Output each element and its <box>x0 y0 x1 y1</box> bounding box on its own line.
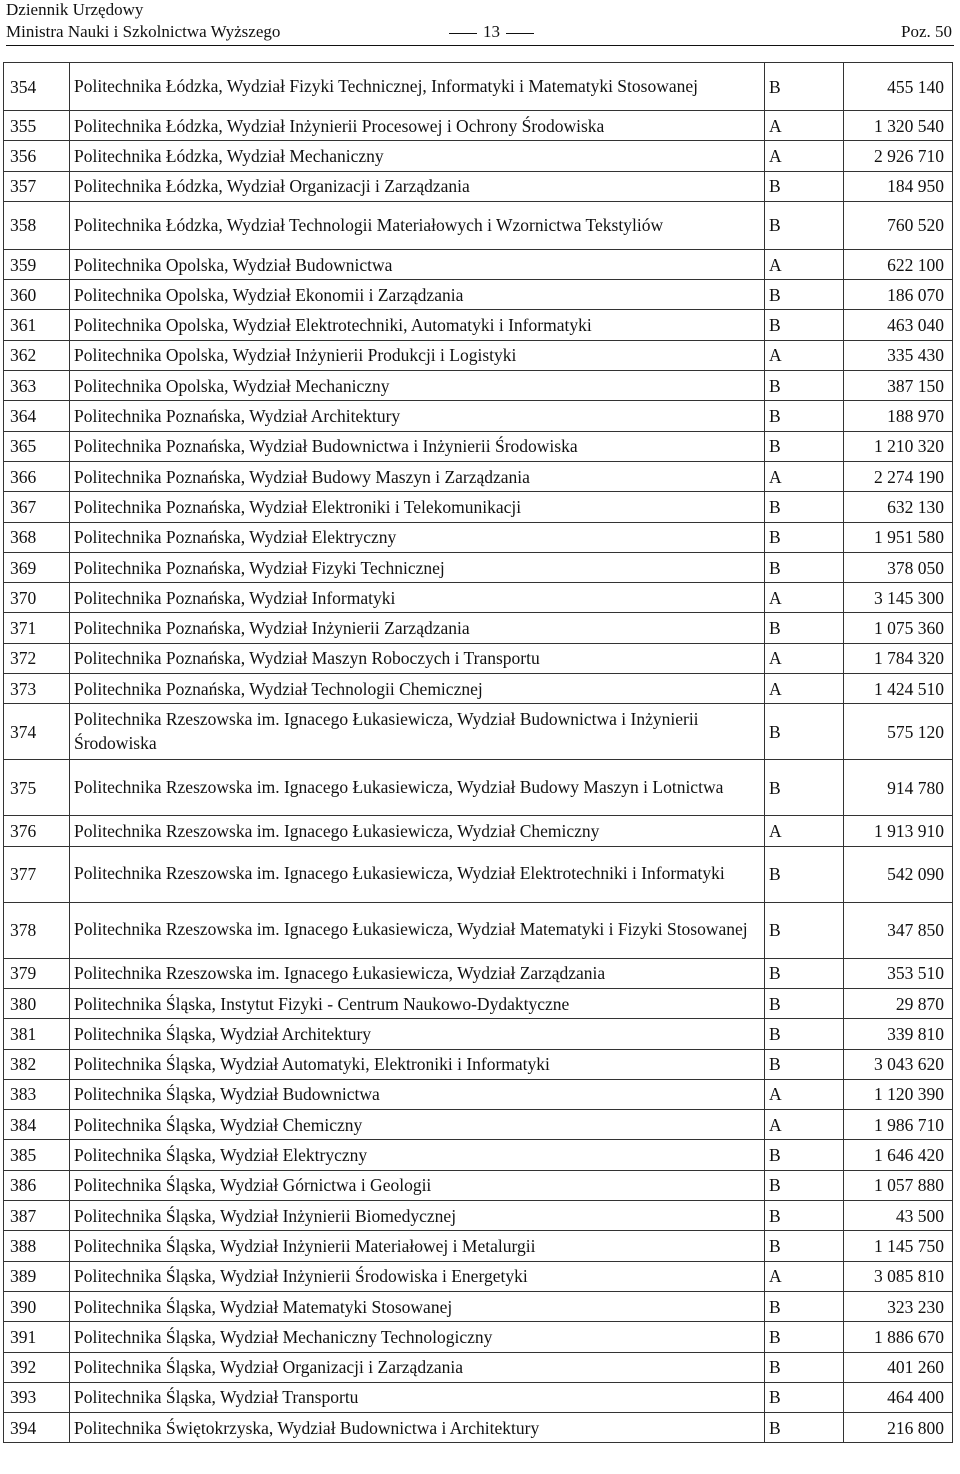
row-category: B <box>765 1413 844 1443</box>
row-institution-name: Politechnika Śląska, Wydział Inżynierii Środowiska i Energetyki <box>70 1261 765 1291</box>
row-number: 377 <box>4 846 70 902</box>
table-row <box>4 171 953 201</box>
row-category: B <box>765 1382 844 1412</box>
row-amount: 463 040 <box>844 310 953 340</box>
row-amount: 575 120 <box>844 704 953 760</box>
row-category: B <box>765 1049 844 1079</box>
row-number: 356 <box>4 141 70 171</box>
position-number: Poz. 50 <box>901 22 952 41</box>
row-category: A <box>765 1261 844 1291</box>
row-number: 362 <box>4 340 70 370</box>
row-amount: 914 780 <box>844 760 953 816</box>
row-category: A <box>765 111 844 141</box>
row-amount: 1 120 390 <box>844 1079 953 1109</box>
table-row <box>4 674 953 704</box>
row-institution-name: Politechnika Śląska, Wydział Inżynierii Materiałowej i Metalurgii <box>70 1231 765 1261</box>
row-institution-name: Politechnika Rzeszowska im. Ignacego Łukasiewicza, Wydział Chemiczny <box>70 816 765 846</box>
row-institution-name: Politechnika Rzeszowska im. Ignacego Łukasiewicza, Wydział Budownictwa i Inżynierii Środowiska <box>70 704 765 760</box>
row-number: 387 <box>4 1201 70 1231</box>
row-category: B <box>765 1322 844 1352</box>
row-institution-name: Politechnika Śląska, Wydział Transportu <box>70 1382 765 1412</box>
row-amount: 339 810 <box>844 1019 953 1049</box>
table-row <box>4 1352 953 1382</box>
row-number: 366 <box>4 461 70 491</box>
row-number: 374 <box>4 704 70 760</box>
row-category: B <box>765 1201 844 1231</box>
table-row <box>4 1019 953 1049</box>
row-category: B <box>765 310 844 340</box>
table-row <box>4 846 953 902</box>
row-institution-name: Politechnika Poznańska, Wydział Fizyki Technicznej <box>70 552 765 582</box>
row-institution-name: Politechnika Opolska, Wydział Mechaniczny <box>70 371 765 401</box>
row-amount: 1 424 510 <box>844 674 953 704</box>
row-category: A <box>765 141 844 171</box>
row-number: 365 <box>4 431 70 461</box>
row-institution-name: Politechnika Poznańska, Wydział Budownictwa i Inżynierii Środowiska <box>70 431 765 461</box>
row-amount: 188 970 <box>844 401 953 431</box>
row-number: 355 <box>4 111 70 141</box>
table-row <box>4 902 953 958</box>
row-institution-name: Politechnika Opolska, Wydział Elektrotechniki, Automatyki i Informatyki <box>70 310 765 340</box>
row-category: B <box>765 1291 844 1321</box>
row-amount: 1 913 910 <box>844 816 953 846</box>
row-amount: 378 050 <box>844 552 953 582</box>
row-number: 372 <box>4 643 70 673</box>
row-institution-name: Politechnika Łódzka, Wydział Inżynierii Procesowej i Ochrony Środowiska <box>70 111 765 141</box>
table-row <box>4 522 953 552</box>
row-number: 360 <box>4 280 70 310</box>
table-row <box>4 1110 953 1140</box>
row-number: 391 <box>4 1322 70 1352</box>
row-amount: 353 510 <box>844 958 953 988</box>
row-category: B <box>765 1019 844 1049</box>
table-row <box>4 1291 953 1321</box>
row-institution-name: Politechnika Śląska, Wydział Matematyki Stosowanej <box>70 1291 765 1321</box>
row-amount: 1 951 580 <box>844 522 953 552</box>
table-row <box>4 988 953 1018</box>
row-amount: 335 430 <box>844 340 953 370</box>
table-row <box>4 280 953 310</box>
row-category: A <box>765 1079 844 1109</box>
row-category: A <box>765 1110 844 1140</box>
row-category: B <box>765 704 844 760</box>
table-row <box>4 1413 953 1443</box>
row-amount: 387 150 <box>844 371 953 401</box>
table-row <box>4 63 953 111</box>
table-row <box>4 760 953 816</box>
row-amount: 3 043 620 <box>844 1049 953 1079</box>
row-institution-name: Politechnika Poznańska, Wydział Inżynierii Zarządzania <box>70 613 765 643</box>
institutions-table <box>3 62 953 1443</box>
row-institution-name: Politechnika Opolska, Wydział Ekonomii i Zarządzania <box>70 280 765 310</box>
row-number: 367 <box>4 492 70 522</box>
row-number: 364 <box>4 401 70 431</box>
row-institution-name: Politechnika Świętokrzyska, Wydział Budownictwa i Architektury <box>70 1413 765 1443</box>
row-amount: 455 140 <box>844 63 953 111</box>
row-category: B <box>765 431 844 461</box>
row-institution-name: Politechnika Śląska, Wydział Mechaniczny Technologiczny <box>70 1322 765 1352</box>
row-category: A <box>765 643 844 673</box>
row-number: 386 <box>4 1170 70 1200</box>
row-category: B <box>765 552 844 582</box>
row-amount: 2 926 710 <box>844 141 953 171</box>
row-institution-name: Politechnika Poznańska, Wydział Elektroniki i Telekomunikacji <box>70 492 765 522</box>
table-row <box>4 1261 953 1291</box>
row-category: B <box>765 1170 844 1200</box>
row-category: B <box>765 902 844 958</box>
row-number: 390 <box>4 1291 70 1321</box>
row-number: 354 <box>4 63 70 111</box>
table-row <box>4 371 953 401</box>
row-number: 379 <box>4 958 70 988</box>
table-row <box>4 552 953 582</box>
row-institution-name: Politechnika Śląska, Wydział Architektury <box>70 1019 765 1049</box>
row-category: A <box>765 461 844 491</box>
row-category: B <box>765 1231 844 1261</box>
row-amount: 622 100 <box>844 249 953 279</box>
row-institution-name: Politechnika Rzeszowska im. Ignacego Łukasiewicza, Wydział Zarządzania <box>70 958 765 988</box>
row-number: 380 <box>4 988 70 1018</box>
row-amount: 1 784 320 <box>844 643 953 673</box>
table-body <box>4 63 953 1443</box>
row-amount: 3 145 300 <box>844 583 953 613</box>
table-row <box>4 111 953 141</box>
row-institution-name: Politechnika Śląska, Wydział Inżynierii Biomedycznej <box>70 1201 765 1231</box>
row-institution-name: Politechnika Rzeszowska im. Ignacego Łukasiewicza, Wydział Budowy Maszyn i Lotnictwa <box>70 760 765 816</box>
row-institution-name: Politechnika Śląska, Instytut Fizyki - Centrum Naukowo-Dydaktyczne <box>70 988 765 1018</box>
row-amount: 186 070 <box>844 280 953 310</box>
row-number: 392 <box>4 1352 70 1382</box>
row-institution-name: Politechnika Śląska, Wydział Budownictwa <box>70 1079 765 1109</box>
ministry-name: Ministra Nauki i Szkolnictwa Wyższego <box>6 22 281 41</box>
row-institution-name: Politechnika Śląska, Wydział Chemiczny <box>70 1110 765 1140</box>
row-number: 375 <box>4 760 70 816</box>
table-row <box>4 431 953 461</box>
row-institution-name: Politechnika Łódzka, Wydział Technologii Materiałowych i Wzornictwa Tekstyliów <box>70 201 765 249</box>
row-institution-name: Politechnika Poznańska, Wydział Maszyn Roboczych i Transportu <box>70 643 765 673</box>
table-row <box>4 1049 953 1079</box>
row-number: 388 <box>4 1231 70 1261</box>
row-amount: 3 085 810 <box>844 1261 953 1291</box>
table-row <box>4 1322 953 1352</box>
row-institution-name: Politechnika Opolska, Wydział Budownictwa <box>70 249 765 279</box>
row-amount: 43 500 <box>844 1201 953 1231</box>
row-category: B <box>765 201 844 249</box>
table-row <box>4 1201 953 1231</box>
row-number: 357 <box>4 171 70 201</box>
table-row <box>4 141 953 171</box>
row-category: A <box>765 583 844 613</box>
row-amount: 1 646 420 <box>844 1140 953 1170</box>
row-category: B <box>765 1352 844 1382</box>
row-institution-name: Politechnika Śląska, Wydział Elektryczny <box>70 1140 765 1170</box>
row-amount: 1 986 710 <box>844 1110 953 1140</box>
table-row <box>4 643 953 673</box>
table-row <box>4 1079 953 1109</box>
row-category: B <box>765 63 844 111</box>
row-institution-name: Politechnika Łódzka, Wydział Organizacji i Zarządzania <box>70 171 765 201</box>
row-amount: 760 520 <box>844 201 953 249</box>
row-institution-name: Politechnika Poznańska, Wydział Informatyki <box>70 583 765 613</box>
row-institution-name: Politechnika Łódzka, Wydział Mechaniczny <box>70 141 765 171</box>
row-number: 358 <box>4 201 70 249</box>
table-row <box>4 704 953 760</box>
table-row <box>4 583 953 613</box>
row-amount: 1 145 750 <box>844 1231 953 1261</box>
table-row <box>4 1140 953 1170</box>
row-institution-name: Politechnika Śląska, Wydział Automatyki, Elektroniki i Informatyki <box>70 1049 765 1079</box>
page-number: 13 <box>443 22 540 42</box>
row-amount: 1 057 880 <box>844 1170 953 1200</box>
row-number: 393 <box>4 1382 70 1412</box>
table-row <box>4 310 953 340</box>
row-amount: 464 400 <box>844 1382 953 1412</box>
row-category: B <box>765 492 844 522</box>
row-category: A <box>765 816 844 846</box>
table-row <box>4 249 953 279</box>
table-row <box>4 1170 953 1200</box>
row-category: A <box>765 674 844 704</box>
row-number: 369 <box>4 552 70 582</box>
row-category: A <box>765 340 844 370</box>
row-number: 370 <box>4 583 70 613</box>
row-number: 361 <box>4 310 70 340</box>
row-amount: 347 850 <box>844 902 953 958</box>
row-amount: 1 075 360 <box>844 613 953 643</box>
row-number: 368 <box>4 522 70 552</box>
row-number: 383 <box>4 1079 70 1109</box>
row-institution-name: Politechnika Poznańska, Wydział Technologii Chemicznej <box>70 674 765 704</box>
row-category: B <box>765 958 844 988</box>
row-number: 385 <box>4 1140 70 1170</box>
row-category: B <box>765 280 844 310</box>
row-amount: 323 230 <box>844 1291 953 1321</box>
row-institution-name: Politechnika Śląska, Wydział Górnictwa i Geologii <box>70 1170 765 1200</box>
row-number: 394 <box>4 1413 70 1443</box>
header-rule <box>6 45 954 46</box>
row-number: 384 <box>4 1110 70 1140</box>
row-amount: 1 210 320 <box>844 431 953 461</box>
row-category: B <box>765 371 844 401</box>
row-institution-name: Politechnika Rzeszowska im. Ignacego Łukasiewicza, Wydział Elektrotechniki i Informatyki <box>70 846 765 902</box>
row-number: 371 <box>4 613 70 643</box>
row-number: 381 <box>4 1019 70 1049</box>
row-institution-name: Politechnika Poznańska, Wydział Budowy Maszyn i Zarządzania <box>70 461 765 491</box>
row-amount: 401 260 <box>844 1352 953 1382</box>
table-row <box>4 958 953 988</box>
row-institution-name: Politechnika Śląska, Wydział Organizacji i Zarządzania <box>70 1352 765 1382</box>
row-amount: 29 870 <box>844 988 953 1018</box>
row-category: B <box>765 1140 844 1170</box>
table-row <box>4 401 953 431</box>
journal-title: Dziennik Urzędowy <box>6 0 144 19</box>
row-category: B <box>765 401 844 431</box>
table-row <box>4 816 953 846</box>
row-amount: 542 090 <box>844 846 953 902</box>
row-category: B <box>765 613 844 643</box>
row-category: B <box>765 988 844 1018</box>
table-row <box>4 201 953 249</box>
row-institution-name: Politechnika Łódzka, Wydział Fizyki Technicznej, Informatyki i Matematyki Stosowanej <box>70 63 765 111</box>
row-amount: 2 274 190 <box>844 461 953 491</box>
row-amount: 184 950 <box>844 171 953 201</box>
table-row <box>4 613 953 643</box>
row-number: 389 <box>4 1261 70 1291</box>
row-number: 376 <box>4 816 70 846</box>
row-institution-name: Politechnika Opolska, Wydział Inżynierii Produkcji i Logistyki <box>70 340 765 370</box>
row-institution-name: Politechnika Rzeszowska im. Ignacego Łukasiewicza, Wydział Matematyki i Fizyki Stosowanej <box>70 902 765 958</box>
row-category: B <box>765 760 844 816</box>
row-category: B <box>765 171 844 201</box>
row-amount: 1 886 670 <box>844 1322 953 1352</box>
table-row <box>4 1382 953 1412</box>
row-number: 363 <box>4 371 70 401</box>
row-institution-name: Politechnika Poznańska, Wydział Elektryczny <box>70 522 765 552</box>
row-amount: 632 130 <box>844 492 953 522</box>
row-institution-name: Politechnika Poznańska, Wydział Architektury <box>70 401 765 431</box>
row-category: A <box>765 249 844 279</box>
table-row <box>4 340 953 370</box>
row-category: B <box>765 846 844 902</box>
row-amount: 216 800 <box>844 1413 953 1443</box>
row-amount: 1 320 540 <box>844 111 953 141</box>
table-row <box>4 461 953 491</box>
table-row <box>4 492 953 522</box>
row-number: 359 <box>4 249 70 279</box>
row-number: 373 <box>4 674 70 704</box>
page-header <box>6 0 954 46</box>
table-row <box>4 1231 953 1261</box>
row-number: 382 <box>4 1049 70 1079</box>
row-number: 378 <box>4 902 70 958</box>
row-category: B <box>765 522 844 552</box>
